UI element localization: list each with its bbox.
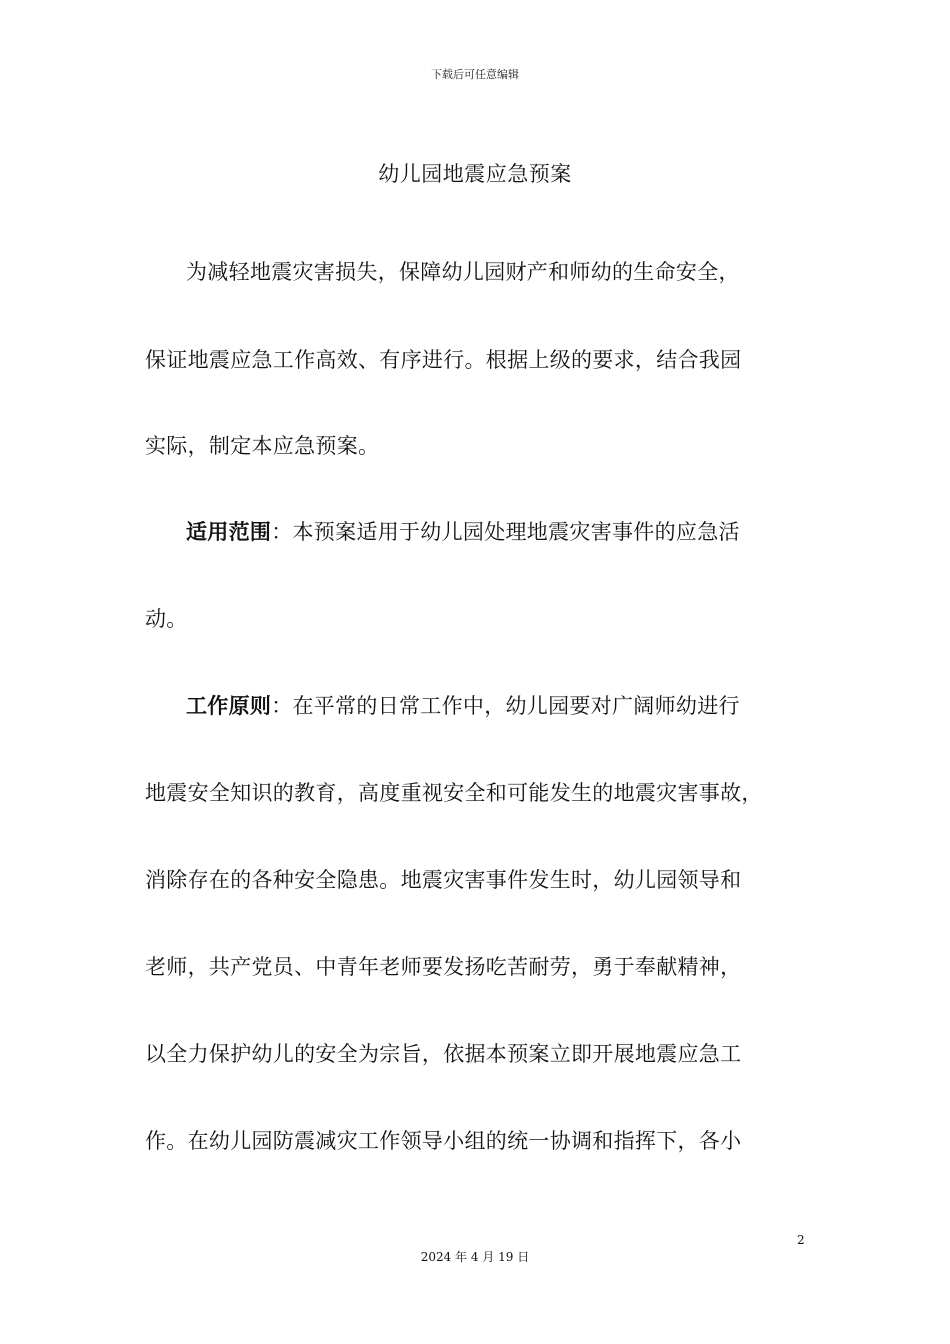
principle-label: 工作原则: [186, 694, 272, 718]
principle-line-5: 以全力保护幼儿的安全为宗旨，依据本预案立即开展地震应急工: [145, 1042, 742, 1066]
intro-line-2: 保证地震应急工作高效、有序进行。根据上级的要求，结合我园: [145, 348, 742, 372]
footer-date: 2024 年 4 月 19 日: [420, 1250, 530, 1264]
principle-line-1: [186, 690, 851, 720]
scope-text: ：本预案适用于幼儿园处理地震灾害事件的应急活: [271, 520, 740, 544]
page-number: 2: [797, 1233, 805, 1247]
principle-line-2: 地震安全知识的教育，高度重视安全和可能发生的地震灾害事故，: [145, 781, 763, 805]
intro-line-1: 为减轻地震灾害损失，保障幼儿园财产和师幼的生命安全，: [186, 260, 740, 284]
scope-label: 适用范围: [186, 520, 272, 544]
scope-line-1: [186, 516, 851, 546]
page-header: 下载后可任意编辑: [431, 68, 519, 81]
principle-line-4: 老师，共产党员、中青年老师要发扬吃苦耐劳，勇于奉献精神，: [145, 955, 742, 979]
principle-line-6: 作。在幼儿园防震减灾工作领导小组的统一协调和指挥下，各小: [145, 1129, 742, 1153]
principle-line-3: 消除存在的各种安全隐患。地震灾害事件发生时，幼儿园领导和: [145, 868, 742, 892]
intro-line-3: 实际，制定本应急预案。: [145, 434, 380, 458]
principle-text: ：在平常的日常工作中，幼儿园要对广阔师幼进行: [271, 694, 740, 718]
document-title: 幼儿园地震应急预案: [378, 162, 572, 186]
scope-line-2: 动。: [145, 607, 188, 631]
